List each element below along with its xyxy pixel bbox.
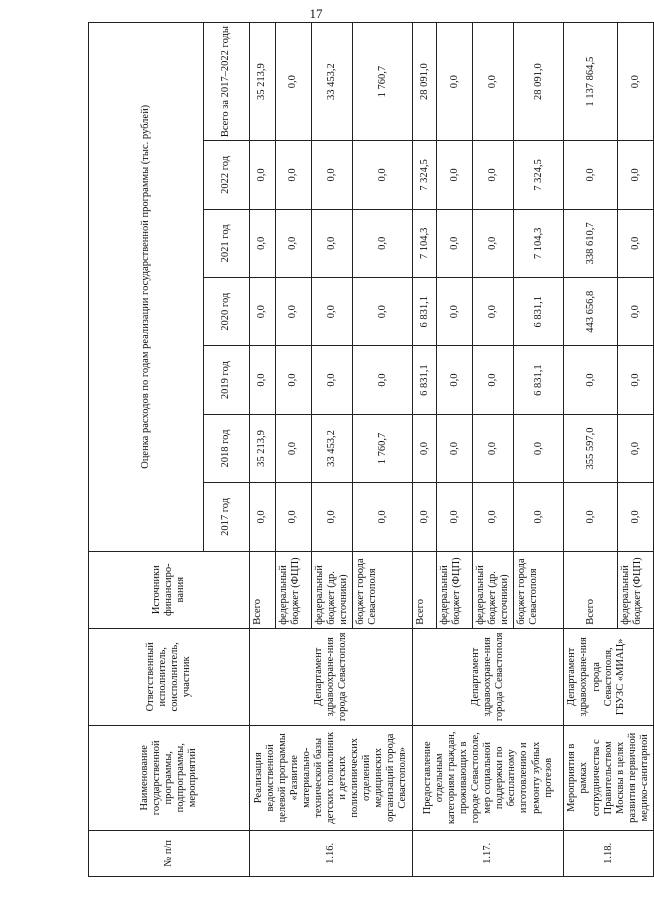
row-number: 1.17. xyxy=(413,830,564,876)
cell-value: 1 760,7 xyxy=(353,414,413,482)
cell-value: 0,0 xyxy=(276,141,312,209)
cell-value: 0,0 xyxy=(473,483,514,551)
cell-value: 0,0 xyxy=(312,346,353,414)
budget-table xyxy=(88,22,654,877)
cell-value: 0,0 xyxy=(276,23,312,141)
cell-value: 33 453,2 xyxy=(312,414,353,482)
cell-value: 0,0 xyxy=(312,483,353,551)
cell-value: 0,0 xyxy=(312,209,353,277)
header-year-2022: 2022 год xyxy=(204,141,250,209)
cell-value: 0,0 xyxy=(353,141,413,209)
cell-value: 0,0 xyxy=(437,483,473,551)
header-num: № п/п xyxy=(89,830,250,876)
source-label: федеральный бюджет (ФЦП) xyxy=(618,551,654,628)
cell-value: 0,0 xyxy=(473,23,514,141)
header-year-2021: 2021 год xyxy=(204,209,250,277)
cell-value: 0,0 xyxy=(514,414,564,482)
cell-value: 0,0 xyxy=(473,141,514,209)
cell-value: 0,0 xyxy=(250,141,276,209)
header-year-total: Всего за 2017–2022 годы xyxy=(204,23,250,141)
source-label: бюджет города Севастополя xyxy=(353,551,413,628)
cell-value: 0,0 xyxy=(353,346,413,414)
source-label: федеральный бюджет (др. источники) xyxy=(312,551,353,628)
table-row xyxy=(413,23,437,877)
header-estimate: Оценка расходов по годам реализации государственной программы (тыс. рублей) xyxy=(89,23,204,552)
source-label: Всего xyxy=(413,551,437,628)
cell-value: 35 213,9 xyxy=(250,414,276,482)
cell-value: 0,0 xyxy=(618,278,654,346)
source-label: федеральный бюджет (ФЦП) xyxy=(437,551,473,628)
table-row xyxy=(250,23,276,877)
row-responsible: Департамент здравоохране-ния города Севастополя, ГБУЗС «МИАЦ» xyxy=(564,628,653,725)
table-row xyxy=(564,23,618,877)
source-label: федеральный бюджет (др. источники) xyxy=(473,551,514,628)
cell-value: 0,0 xyxy=(618,209,654,277)
header-name: Наименование государственной программы, подпрограммы, мероприятий xyxy=(89,725,250,830)
cell-value: 0,0 xyxy=(618,483,654,551)
cell-value: 0,0 xyxy=(473,346,514,414)
cell-value: 6 831,1 xyxy=(413,346,437,414)
cell-value: 0,0 xyxy=(473,278,514,346)
cell-value: 338 610,7 xyxy=(564,209,618,277)
cell-value: 7 104,3 xyxy=(413,209,437,277)
cell-value: 0,0 xyxy=(353,278,413,346)
header-year-2020: 2020 год xyxy=(204,278,250,346)
cell-value: 0,0 xyxy=(564,346,618,414)
cell-value: 355 597,0 xyxy=(564,414,618,482)
cell-value: 0,0 xyxy=(564,483,618,551)
row-number: 1.18. xyxy=(564,830,653,876)
row-name: Предоставление отдельным категориям граждан, проживающих в городе Севастополе, мер социальной поддержки по бесплатному изготовлению и ремонту зубных протезов xyxy=(413,725,564,830)
source-label: Всего xyxy=(250,551,276,628)
cell-value: 0,0 xyxy=(276,278,312,346)
cell-value: 0,0 xyxy=(276,346,312,414)
header-year-2017: 2017 год xyxy=(204,483,250,551)
cell-value: 0,0 xyxy=(437,141,473,209)
header-year-2018: 2018 год xyxy=(204,414,250,482)
cell-value: 0,0 xyxy=(353,209,413,277)
cell-value: 0,0 xyxy=(250,278,276,346)
cell-value: 7 324,5 xyxy=(413,141,437,209)
cell-value: 7 104,3 xyxy=(514,209,564,277)
cell-value: 0,0 xyxy=(413,483,437,551)
cell-value: 0,0 xyxy=(618,141,654,209)
source-label: федеральный бюджет (ФЦП) xyxy=(276,551,312,628)
cell-value: 0,0 xyxy=(437,346,473,414)
cell-value: 0,0 xyxy=(514,483,564,551)
cell-value: 0,0 xyxy=(618,414,654,482)
header-year-2019: 2019 год xyxy=(204,346,250,414)
cell-value: 0,0 xyxy=(250,346,276,414)
source-label: Всего xyxy=(564,551,618,628)
cell-value: 0,0 xyxy=(564,141,618,209)
cell-value: 0,0 xyxy=(276,414,312,482)
cell-value: 7 324,5 xyxy=(514,141,564,209)
cell-value: 443 656,8 xyxy=(564,278,618,346)
cell-value: 0,0 xyxy=(618,346,654,414)
cell-value: 1 137 864,5 xyxy=(564,23,618,141)
cell-value: 6 831,1 xyxy=(514,278,564,346)
cell-value: 0,0 xyxy=(276,209,312,277)
cell-value: 1 760,7 xyxy=(353,23,413,141)
rotated-table-wrapper xyxy=(88,22,650,877)
header-sources: Источники финансиро-вания xyxy=(89,551,250,628)
cell-value: 35 213,9 xyxy=(250,23,276,141)
cell-value: 6 831,1 xyxy=(413,278,437,346)
row-responsible: Департамент здравоохране-ния города Севастополя xyxy=(413,628,564,725)
source-label: бюджет города Севастополя xyxy=(514,551,564,628)
cell-value: 0,0 xyxy=(618,23,654,141)
cell-value: 0,0 xyxy=(437,23,473,141)
cell-value: 0,0 xyxy=(473,209,514,277)
row-number: 1.16. xyxy=(250,830,413,876)
cell-value: 28 091,0 xyxy=(413,23,437,141)
cell-value: 0,0 xyxy=(413,414,437,482)
cell-value: 0,0 xyxy=(250,483,276,551)
row-name: Реализация ведомственной целевой программы «Развитие материально-технической базы детских поликлиник и детских поликлинических отделений медицинских организаций города Севастополя» xyxy=(250,725,413,830)
cell-value: 0,0 xyxy=(353,483,413,551)
header-row-1 xyxy=(89,23,204,877)
row-name: Мероприятия в рамках сотрудничества с Правительством Москвы в целях развития первичной медико-санитарной xyxy=(564,725,653,830)
cell-value: 0,0 xyxy=(437,414,473,482)
cell-value: 0,0 xyxy=(437,209,473,277)
cell-value: 33 453,2 xyxy=(312,23,353,141)
cell-value: 0,0 xyxy=(312,278,353,346)
cell-value: 6 831,1 xyxy=(514,346,564,414)
cell-value: 28 091,0 xyxy=(514,23,564,141)
page-number: 17 xyxy=(309,6,323,21)
cell-value: 0,0 xyxy=(312,141,353,209)
cell-value: 0,0 xyxy=(473,414,514,482)
header-responsible: Ответственный исполнитель, соисполнитель, участник xyxy=(89,628,250,725)
cell-value: 0,0 xyxy=(437,278,473,346)
row-responsible: Департамент здравоохране-ния города Севастополя xyxy=(250,628,413,725)
cell-value: 0,0 xyxy=(250,209,276,277)
cell-value: 0,0 xyxy=(276,483,312,551)
